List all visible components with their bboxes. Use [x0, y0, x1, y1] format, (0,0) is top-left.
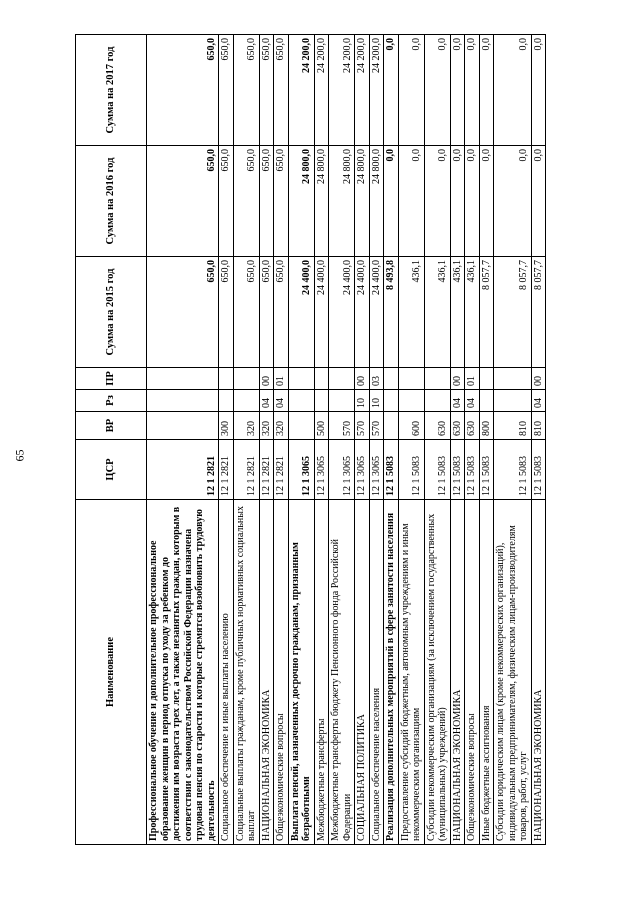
pr-cell: 00 — [355, 368, 370, 390]
pr-cell — [288, 368, 314, 390]
sum-2016-cell: 650,0 — [259, 146, 274, 257]
name-cell: Реализация дополнительных мероприятий в сфере занятости населения — [384, 500, 399, 845]
sum-2017-cell: 0,0 — [494, 35, 532, 146]
table-row — [369, 35, 384, 845]
table-row — [314, 35, 329, 845]
vr-cell: 570 — [355, 412, 370, 440]
sum-2016-cell: 24 800,0 — [329, 146, 355, 257]
rz-cell: 04 — [259, 390, 274, 412]
pr-cell — [329, 368, 355, 390]
name-cell: Субсидии некоммерческим организациям (за исключением государственных (муниципальных) учреждений) — [424, 500, 450, 845]
table-row — [147, 35, 219, 845]
pr-cell — [314, 368, 329, 390]
rz-cell — [219, 390, 234, 412]
csr-cell: 12 1 3065 — [355, 440, 370, 500]
budget-table — [75, 34, 546, 845]
sum-2015-cell: 650,0 — [259, 257, 274, 368]
header-sum-2015: Сумма на 2015 год — [76, 257, 147, 368]
sum-2016-cell: 0,0 — [384, 146, 399, 257]
csr-cell: 12 1 5083 — [384, 440, 399, 500]
rz-cell: 04 — [274, 390, 289, 412]
sum-2016-cell: 0,0 — [450, 146, 465, 257]
table-row — [355, 35, 370, 845]
header-csr: ЦСР — [76, 440, 147, 500]
vr-cell: 630 — [424, 412, 450, 440]
rz-cell: 04 — [531, 390, 546, 412]
vr-cell: 320 — [259, 412, 274, 440]
sum-2015-cell: 24 400,0 — [355, 257, 370, 368]
pr-cell: 01 — [274, 368, 289, 390]
rz-cell — [398, 390, 424, 412]
vr-cell: 630 — [465, 412, 480, 440]
name-cell: Выплата пенсий, назначенных досрочно гражданам, признанным безработными — [288, 500, 314, 845]
table-row — [288, 35, 314, 845]
rz-cell — [424, 390, 450, 412]
pr-cell: 00 — [259, 368, 274, 390]
sum-2017-cell: 24 200,0 — [288, 35, 314, 146]
sum-2016-cell: 0,0 — [424, 146, 450, 257]
vr-cell: 600 — [398, 412, 424, 440]
sum-2017-cell: 0,0 — [465, 35, 480, 146]
sum-2016-cell: 24 800,0 — [355, 146, 370, 257]
csr-cell: 12 1 2821 — [219, 440, 234, 500]
vr-cell: 570 — [369, 412, 384, 440]
sum-2017-cell: 650,0 — [259, 35, 274, 146]
sum-2017-cell: 0,0 — [424, 35, 450, 146]
vr-cell — [384, 412, 399, 440]
rz-cell: 04 — [465, 390, 480, 412]
rz-cell — [233, 390, 259, 412]
table-body — [147, 35, 546, 845]
rz-cell — [147, 390, 219, 412]
vr-cell: 320 — [274, 412, 289, 440]
sum-2017-cell: 650,0 — [233, 35, 259, 146]
csr-cell: 12 1 2821 — [259, 440, 274, 500]
table-row — [398, 35, 424, 845]
table-row — [233, 35, 259, 845]
pr-cell — [384, 368, 399, 390]
name-cell: Профессиональное обучение и дополнительное профессиональное образование женщин в период отпуска по уходу за ребенком до достижения им возраста трех лет, а также незанятых граждан, которым в соответствии с законодательством Российской Федерации назначена трудовая пенсия по старости и которые стремятся возобновить трудовую деятельность — [147, 500, 219, 845]
sum-2017-cell: 0,0 — [384, 35, 399, 146]
csr-cell: 12 1 5083 — [479, 440, 494, 500]
name-cell: Общеэкономические вопросы — [274, 500, 289, 845]
rz-cell: 04 — [450, 390, 465, 412]
sum-2017-cell: 24 200,0 — [329, 35, 355, 146]
sum-2017-cell: 0,0 — [531, 35, 546, 146]
pr-cell — [219, 368, 234, 390]
sum-2017-cell: 24 200,0 — [369, 35, 384, 146]
name-cell: Межбюджетные трансферты — [314, 500, 329, 845]
name-cell: Предоставление субсидий бюджетным, автономным учреждениям и иным некоммерческим организациям — [398, 500, 424, 845]
csr-cell: 12 1 2821 — [233, 440, 259, 500]
vr-cell: 500 — [314, 412, 329, 440]
sum-2017-cell: 650,0 — [147, 35, 219, 146]
rz-cell: 10 — [355, 390, 370, 412]
sum-2016-cell: 0,0 — [531, 146, 546, 257]
table-row — [494, 35, 532, 845]
sum-2015-cell: 24 400,0 — [314, 257, 329, 368]
pr-cell: 00 — [531, 368, 546, 390]
sum-2017-cell: 650,0 — [274, 35, 289, 146]
sum-2016-cell: 0,0 — [479, 146, 494, 257]
csr-cell: 12 1 5083 — [494, 440, 532, 500]
sum-2016-cell: 650,0 — [147, 146, 219, 257]
csr-cell: 12 1 3065 — [329, 440, 355, 500]
vr-cell — [288, 412, 314, 440]
table-row — [531, 35, 546, 845]
csr-cell: 12 1 3065 — [288, 440, 314, 500]
header-pr: ПР — [76, 368, 147, 390]
pr-cell — [233, 368, 259, 390]
sum-2016-cell: 24 800,0 — [288, 146, 314, 257]
sum-2015-cell: 8 057,7 — [494, 257, 532, 368]
sum-2017-cell: 0,0 — [450, 35, 465, 146]
rz-cell — [494, 390, 532, 412]
rz-cell — [329, 390, 355, 412]
sum-2017-cell: 0,0 — [398, 35, 424, 146]
sum-2016-cell: 0,0 — [465, 146, 480, 257]
csr-cell: 12 1 3065 — [314, 440, 329, 500]
table-header-row — [76, 35, 147, 845]
name-cell: Межбюджетные трансферты бюджету Пенсионного фонда Российской Федерации — [329, 500, 355, 845]
table-row — [219, 35, 234, 845]
rz-cell — [384, 390, 399, 412]
header-sum-2017: Сумма на 2017 год — [76, 35, 147, 146]
header-name: Наименование — [76, 500, 147, 845]
vr-cell: 320 — [233, 412, 259, 440]
vr-cell: 800 — [479, 412, 494, 440]
sum-2016-cell: 0,0 — [494, 146, 532, 257]
pr-cell — [147, 368, 219, 390]
table-row — [424, 35, 450, 845]
sum-2015-cell: 24 400,0 — [369, 257, 384, 368]
name-cell: НАЦИОНАЛЬНАЯ ЭКОНОМИКА — [531, 500, 546, 845]
table-row — [450, 35, 465, 845]
sum-2015-cell: 650,0 — [274, 257, 289, 368]
sum-2015-cell: 650,0 — [147, 257, 219, 368]
table-row — [465, 35, 480, 845]
header-rz: Рз — [76, 390, 147, 412]
sum-2015-cell: 8 057,7 — [531, 257, 546, 368]
table-row — [384, 35, 399, 845]
pr-cell — [479, 368, 494, 390]
header-vr: ВР — [76, 412, 147, 440]
page-number: 65 — [12, 449, 27, 462]
pr-cell — [398, 368, 424, 390]
pr-cell — [494, 368, 532, 390]
rz-cell — [288, 390, 314, 412]
budget-table-container — [75, 35, 575, 845]
rz-cell — [479, 390, 494, 412]
vr-cell: 570 — [329, 412, 355, 440]
sum-2015-cell: 8 493,8 — [384, 257, 399, 368]
csr-cell: 12 1 3065 — [369, 440, 384, 500]
sum-2015-cell: 436,1 — [398, 257, 424, 368]
name-cell: СОЦИАЛЬНАЯ ПОЛИТИКА — [355, 500, 370, 845]
name-cell: НАЦИОНАЛЬНАЯ ЭКОНОМИКА — [259, 500, 274, 845]
table-row — [329, 35, 355, 845]
name-cell: Социальное обеспечение и иные выплаты населению — [219, 500, 234, 845]
vr-cell: 810 — [494, 412, 532, 440]
sum-2016-cell: 650,0 — [219, 146, 234, 257]
pr-cell: 01 — [465, 368, 480, 390]
name-cell: Социальное обеспечение населения — [369, 500, 384, 845]
sum-2016-cell: 24 800,0 — [314, 146, 329, 257]
sum-2015-cell: 436,1 — [424, 257, 450, 368]
sum-2017-cell: 0,0 — [479, 35, 494, 146]
pr-cell: 00 — [450, 368, 465, 390]
csr-cell: 12 1 2821 — [147, 440, 219, 500]
table-row — [479, 35, 494, 845]
sum-2015-cell: 436,1 — [450, 257, 465, 368]
sum-2015-cell: 650,0 — [233, 257, 259, 368]
sum-2015-cell: 24 400,0 — [329, 257, 355, 368]
sum-2017-cell: 24 200,0 — [355, 35, 370, 146]
vr-cell — [147, 412, 219, 440]
vr-cell: 810 — [531, 412, 546, 440]
table-row — [259, 35, 274, 845]
vr-cell: 630 — [450, 412, 465, 440]
csr-cell: 12 1 5083 — [398, 440, 424, 500]
table-row — [274, 35, 289, 845]
sum-2015-cell: 24 400,0 — [288, 257, 314, 368]
csr-cell: 12 1 5083 — [465, 440, 480, 500]
sum-2017-cell: 24 200,0 — [314, 35, 329, 146]
sum-2016-cell: 0,0 — [398, 146, 424, 257]
csr-cell: 12 1 2821 — [274, 440, 289, 500]
rz-cell — [314, 390, 329, 412]
pr-cell: 03 — [369, 368, 384, 390]
name-cell: Социальные выплаты гражданам, кроме публичных нормативных социальных выплат — [233, 500, 259, 845]
name-cell: Общеэкономические вопросы — [465, 500, 480, 845]
sum-2016-cell: 24 800,0 — [369, 146, 384, 257]
sum-2016-cell: 650,0 — [233, 146, 259, 257]
sum-2017-cell: 650,0 — [219, 35, 234, 146]
name-cell: НАЦИОНАЛЬНАЯ ЭКОНОМИКА — [450, 500, 465, 845]
sum-2015-cell: 8 057,7 — [479, 257, 494, 368]
sum-2016-cell: 650,0 — [274, 146, 289, 257]
sum-2015-cell: 650,0 — [219, 257, 234, 368]
csr-cell: 12 1 5083 — [531, 440, 546, 500]
sum-2015-cell: 436,1 — [465, 257, 480, 368]
name-cell: Субсидии юридическим лицам (кроме некоммерческих организаций), индивидуальным предпринимателям, физическим лицам-производителям товаров, работ, услуг — [494, 500, 532, 845]
pr-cell — [424, 368, 450, 390]
name-cell: Иные бюджетные ассигнования — [479, 500, 494, 845]
rz-cell: 10 — [369, 390, 384, 412]
csr-cell: 12 1 5083 — [424, 440, 450, 500]
csr-cell: 12 1 5083 — [450, 440, 465, 500]
vr-cell: 300 — [219, 412, 234, 440]
header-sum-2016: Сумма на 2016 год — [76, 146, 147, 257]
